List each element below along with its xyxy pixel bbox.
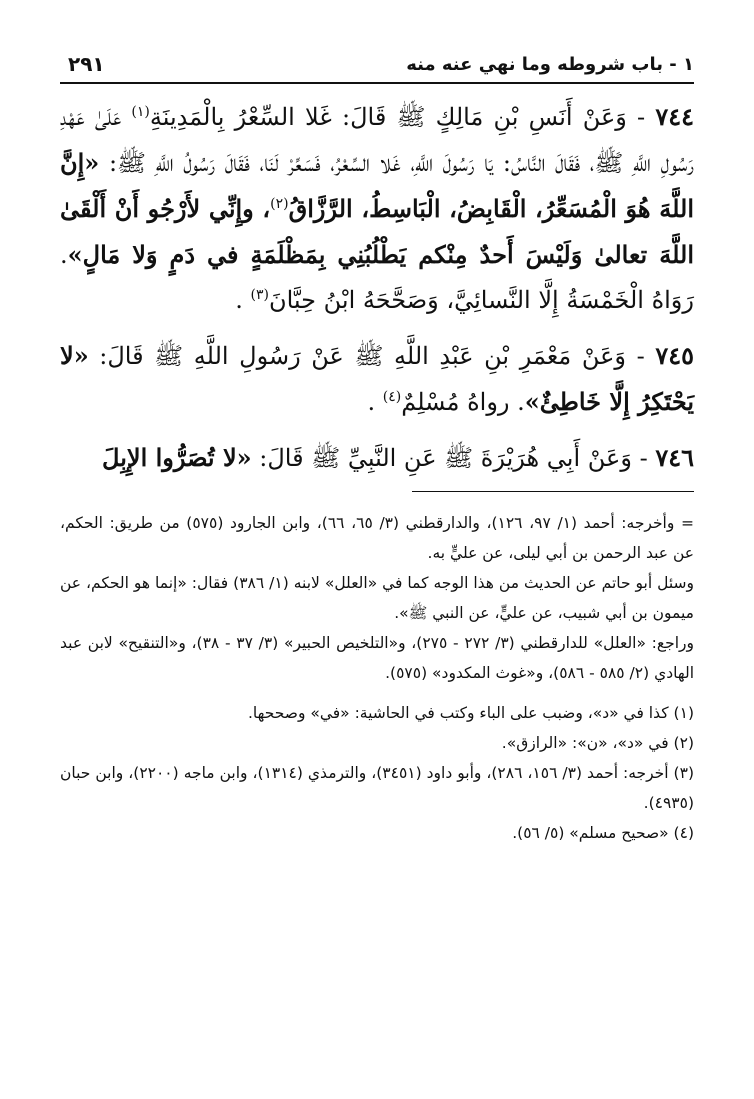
- footnote-line: = وأخرجه: أحمد (١/ ٩٧، ١٢٦)، والدارقطني (٣/ ٦٥، ٦٦)، وابن الجارود (٥٧٥) من طريق: الحكم، عن عبد الرحمن بن أبي ليلى، عن عليٍّ به.: [60, 514, 694, 562]
- hadith-744: [60, 94, 694, 323]
- footnotes-separator: [412, 491, 694, 492]
- footnote-3: (٣) أخرجه: أحمد (٣/ ١٥٦، ٢٨٦)، وأبو داود (٣٤٥١)، والترمذي (١٣١٤)، وابن ماجه (٢٢٠٠)، وابن حبان (٤٩٣٥).: [60, 764, 694, 812]
- main-text: [60, 94, 694, 481]
- hadith-text: - وَعَنْ مَعْمَرِ بْنِ عَبْدِ اللَّهِ ﷺ عَنْ رَسُولِ اللَّهِ ﷺ قَالَ:: [88, 342, 656, 370]
- hadith-text: - وَعَنْ أَبِي هُرَيْرَةَ ﷺ عَنِ النَّبِيِّ ﷺ قَالَ:: [251, 444, 656, 472]
- footnote-1: (١) كذا في «د»، وضبب على الباء وكتب في الحاشية: «في» وصححها.: [247, 704, 694, 722]
- footnotes: [60, 508, 694, 848]
- numbered-footnotes: [60, 698, 694, 848]
- footnote-line: وسئل أبو حاتم عن الحديث من هذا الوجه كما في «العلل» لابنه (١/ ٣٨٦) فقال: «إنما هو الحكم، عن ميمون بن أبي شبيب، عن عليٍّ، عن النبي ﷺ».: [60, 574, 694, 622]
- footnote-4: (٤) «صحيح مسلم» (٥/ ٥٦).: [512, 824, 694, 842]
- hadith-number: ٧٤٦: [655, 443, 694, 472]
- prophetic-quote: «لا تُصَرُّوا الإِبِلَ: [102, 443, 252, 472]
- hadith-text: .: [235, 286, 251, 314]
- hadith-text: - وَعَنْ أَنَسِ بْنِ مَالِكٍ ﷺ قَالَ: غَلا السِّعْرُ بِالْمَدِينَةِ: [149, 103, 656, 131]
- hadith-text: . رَوَاهُ الْخَمْسَةُ إِلَّا النَّسائِيَّ، وَصَحَّحَهُ ابْنُ حِبَّانَ: [60, 241, 694, 314]
- page-header: [60, 48, 694, 80]
- book-page: [60, 48, 694, 848]
- footnote-ref: (١): [131, 104, 150, 120]
- header-rule: [60, 82, 694, 84]
- hadith-746: [60, 435, 694, 481]
- chapter-title: ١ - باب شروطه وما نهي عنه منه: [406, 54, 694, 75]
- hadith-text: .: [367, 388, 383, 416]
- page-number: ٢٩١: [68, 52, 105, 76]
- hadith-text: عَلَىٰ عَهْدِ رَسُولِ اللَّهِ ﷺ، فَقَالَ النَّاسُ: يَا رَسُولَ اللَّهِ، غَلا السِّعْرُ، فَسَعِّرْ لَنَا، فَقَالَ رَسُولُ اللَّهِ ﷺ:: [60, 103, 694, 177]
- footnote-2: (٢) في «د»، «ن»: «الرازق».: [501, 734, 694, 752]
- footnote-ref: (٢): [270, 196, 289, 212]
- hadith-text: . رواهُ مُسْلِمٌ: [401, 388, 525, 416]
- prophetic-quote: «إِنَّ اللَّهَ هُوَ الْمُسَعِّرُ، الْقَابِضُ، الْبَاسِطُ، الرَّزَّاقُ: [60, 148, 694, 223]
- continued-footnote: [60, 508, 694, 688]
- prophetic-quote: ، وإِنِّي لأَرْجُو أَنْ أَلْقَىٰ اللَّهَ تعالىٰ وَلَيْسَ أَحدٌ مِنْكم يَطْلُبُنِي بِمَظْلَمَةٍ في دَمٍ وَلا مَالٍ»: [60, 194, 694, 269]
- hadith-number: ٧٤٤: [655, 102, 694, 131]
- footnote-line: وراجع: «العلل» للدارقطني (٣/ ٢٧٢ - ٢٧٥)، و«التلخيص الحبير» (٣/ ٣٧ - ٣٨)، و«التنقيح» لابن عبد الهادي (٢/ ٥٨٥ - ٥٨٦)، و«غوث المكدود» (٥٧٥).: [60, 634, 695, 682]
- hadith-745: [60, 333, 694, 425]
- hadith-number: ٧٤٥: [655, 341, 694, 370]
- prophetic-quote: «لا يَحْتَكِرُ إِلَّا خَاطِئٌ»: [60, 341, 694, 416]
- footnote-ref: (٤): [382, 389, 402, 405]
- footnote-ref: (٣): [250, 287, 269, 303]
